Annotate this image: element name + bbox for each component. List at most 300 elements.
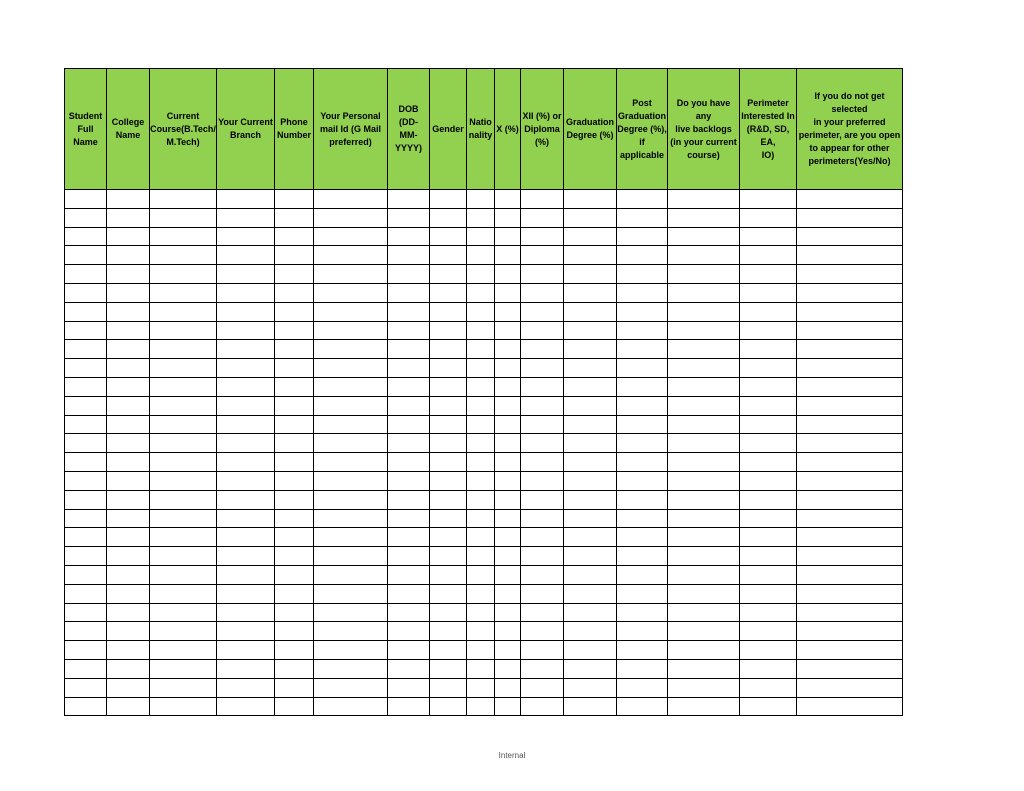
cell-current-course[interactable] [150,190,217,209]
cell-student-full-name[interactable] [65,584,107,603]
cell-open-to-other-perimeters[interactable] [797,547,903,566]
cell-perimeter-interested[interactable] [740,434,797,453]
cell-current-course[interactable] [150,340,217,359]
cell-open-to-other-perimeters[interactable] [797,434,903,453]
cell-student-full-name[interactable] [65,208,107,227]
cell-post-graduation-percent[interactable] [617,659,668,678]
cell-current-branch[interactable] [217,302,275,321]
cell-current-course[interactable] [150,547,217,566]
cell-x-percent[interactable] [495,697,521,716]
cell-current-course[interactable] [150,509,217,528]
cell-student-full-name[interactable] [65,603,107,622]
cell-graduation-percent[interactable] [564,246,617,265]
cell-post-graduation-percent[interactable] [617,227,668,246]
cell-gender[interactable] [430,265,467,284]
cell-live-backlogs[interactable] [668,641,740,660]
cell-phone-number[interactable] [275,377,314,396]
cell-current-course[interactable] [150,697,217,716]
cell-current-course[interactable] [150,453,217,472]
cell-post-graduation-percent[interactable] [617,302,668,321]
cell-x-percent[interactable] [495,321,521,340]
cell-post-graduation-percent[interactable] [617,622,668,641]
cell-current-branch[interactable] [217,547,275,566]
cell-gender[interactable] [430,377,467,396]
cell-x-percent[interactable] [495,227,521,246]
cell-personal-mail-id[interactable] [314,227,388,246]
cell-student-full-name[interactable] [65,265,107,284]
cell-current-course[interactable] [150,415,217,434]
cell-student-full-name[interactable] [65,678,107,697]
cell-graduation-percent[interactable] [564,302,617,321]
cell-personal-mail-id[interactable] [314,396,388,415]
cell-live-backlogs[interactable] [668,659,740,678]
cell-dob[interactable] [388,509,430,528]
cell-gender[interactable] [430,396,467,415]
cell-x-percent[interactable] [495,302,521,321]
cell-post-graduation-percent[interactable] [617,584,668,603]
cell-nationality[interactable] [467,434,495,453]
cell-xii-or-diploma-percent[interactable] [521,565,564,584]
cell-current-branch[interactable] [217,283,275,302]
cell-live-backlogs[interactable] [668,415,740,434]
cell-perimeter-interested[interactable] [740,659,797,678]
cell-graduation-percent[interactable] [564,471,617,490]
cell-post-graduation-percent[interactable] [617,453,668,472]
cell-open-to-other-perimeters[interactable] [797,340,903,359]
cell-x-percent[interactable] [495,434,521,453]
cell-college-name[interactable] [107,528,150,547]
cell-xii-or-diploma-percent[interactable] [521,622,564,641]
cell-college-name[interactable] [107,340,150,359]
cell-gender[interactable] [430,471,467,490]
cell-post-graduation-percent[interactable] [617,471,668,490]
cell-nationality[interactable] [467,584,495,603]
cell-current-branch[interactable] [217,528,275,547]
cell-personal-mail-id[interactable] [314,584,388,603]
cell-phone-number[interactable] [275,697,314,716]
cell-post-graduation-percent[interactable] [617,283,668,302]
cell-personal-mail-id[interactable] [314,509,388,528]
cell-live-backlogs[interactable] [668,565,740,584]
cell-phone-number[interactable] [275,434,314,453]
cell-post-graduation-percent[interactable] [617,509,668,528]
cell-xii-or-diploma-percent[interactable] [521,509,564,528]
cell-xii-or-diploma-percent[interactable] [521,584,564,603]
cell-current-course[interactable] [150,321,217,340]
cell-live-backlogs[interactable] [668,603,740,622]
cell-student-full-name[interactable] [65,641,107,660]
cell-nationality[interactable] [467,490,495,509]
cell-perimeter-interested[interactable] [740,340,797,359]
cell-graduation-percent[interactable] [564,340,617,359]
cell-personal-mail-id[interactable] [314,471,388,490]
cell-student-full-name[interactable] [65,283,107,302]
cell-nationality[interactable] [467,528,495,547]
cell-open-to-other-perimeters[interactable] [797,603,903,622]
cell-post-graduation-percent[interactable] [617,208,668,227]
cell-nationality[interactable] [467,547,495,566]
cell-current-branch[interactable] [217,434,275,453]
cell-xii-or-diploma-percent[interactable] [521,415,564,434]
cell-live-backlogs[interactable] [668,547,740,566]
cell-xii-or-diploma-percent[interactable] [521,641,564,660]
cell-personal-mail-id[interactable] [314,246,388,265]
cell-xii-or-diploma-percent[interactable] [521,434,564,453]
cell-graduation-percent[interactable] [564,434,617,453]
cell-dob[interactable] [388,283,430,302]
cell-gender[interactable] [430,208,467,227]
cell-x-percent[interactable] [495,396,521,415]
cell-post-graduation-percent[interactable] [617,265,668,284]
cell-gender[interactable] [430,584,467,603]
cell-dob[interactable] [388,471,430,490]
cell-dob[interactable] [388,659,430,678]
cell-graduation-percent[interactable] [564,603,617,622]
cell-student-full-name[interactable] [65,396,107,415]
cell-phone-number[interactable] [275,302,314,321]
cell-live-backlogs[interactable] [668,265,740,284]
cell-x-percent[interactable] [495,246,521,265]
cell-nationality[interactable] [467,359,495,378]
cell-perimeter-interested[interactable] [740,415,797,434]
cell-open-to-other-perimeters[interactable] [797,396,903,415]
cell-personal-mail-id[interactable] [314,603,388,622]
cell-post-graduation-percent[interactable] [617,434,668,453]
cell-student-full-name[interactable] [65,659,107,678]
cell-x-percent[interactable] [495,208,521,227]
cell-dob[interactable] [388,584,430,603]
cell-current-branch[interactable] [217,565,275,584]
cell-college-name[interactable] [107,603,150,622]
cell-live-backlogs[interactable] [668,471,740,490]
cell-live-backlogs[interactable] [668,509,740,528]
cell-xii-or-diploma-percent[interactable] [521,321,564,340]
cell-phone-number[interactable] [275,208,314,227]
cell-xii-or-diploma-percent[interactable] [521,471,564,490]
cell-perimeter-interested[interactable] [740,490,797,509]
cell-current-branch[interactable] [217,321,275,340]
cell-x-percent[interactable] [495,471,521,490]
cell-perimeter-interested[interactable] [740,547,797,566]
cell-current-course[interactable] [150,659,217,678]
cell-current-branch[interactable] [217,490,275,509]
cell-perimeter-interested[interactable] [740,565,797,584]
cell-live-backlogs[interactable] [668,453,740,472]
cell-dob[interactable] [388,490,430,509]
cell-perimeter-interested[interactable] [740,528,797,547]
cell-current-course[interactable] [150,265,217,284]
cell-dob[interactable] [388,678,430,697]
cell-gender[interactable] [430,283,467,302]
cell-dob[interactable] [388,528,430,547]
cell-gender[interactable] [430,340,467,359]
cell-current-branch[interactable] [217,622,275,641]
cell-phone-number[interactable] [275,471,314,490]
cell-current-branch[interactable] [217,396,275,415]
cell-open-to-other-perimeters[interactable] [797,528,903,547]
cell-phone-number[interactable] [275,509,314,528]
cell-current-course[interactable] [150,490,217,509]
cell-nationality[interactable] [467,622,495,641]
cell-gender[interactable] [430,565,467,584]
cell-open-to-other-perimeters[interactable] [797,641,903,660]
cell-open-to-other-perimeters[interactable] [797,678,903,697]
cell-xii-or-diploma-percent[interactable] [521,246,564,265]
cell-personal-mail-id[interactable] [314,265,388,284]
cell-phone-number[interactable] [275,659,314,678]
cell-perimeter-interested[interactable] [740,359,797,378]
cell-current-branch[interactable] [217,453,275,472]
cell-graduation-percent[interactable] [564,697,617,716]
cell-current-branch[interactable] [217,584,275,603]
cell-college-name[interactable] [107,396,150,415]
cell-nationality[interactable] [467,396,495,415]
cell-dob[interactable] [388,622,430,641]
cell-personal-mail-id[interactable] [314,415,388,434]
cell-college-name[interactable] [107,678,150,697]
cell-personal-mail-id[interactable] [314,302,388,321]
cell-current-course[interactable] [150,528,217,547]
cell-x-percent[interactable] [495,359,521,378]
cell-current-course[interactable] [150,396,217,415]
cell-x-percent[interactable] [495,622,521,641]
cell-student-full-name[interactable] [65,434,107,453]
cell-gender[interactable] [430,434,467,453]
cell-phone-number[interactable] [275,528,314,547]
cell-gender[interactable] [430,359,467,378]
cell-xii-or-diploma-percent[interactable] [521,302,564,321]
cell-dob[interactable] [388,453,430,472]
cell-current-course[interactable] [150,641,217,660]
cell-graduation-percent[interactable] [564,509,617,528]
cell-live-backlogs[interactable] [668,321,740,340]
cell-perimeter-interested[interactable] [740,453,797,472]
cell-graduation-percent[interactable] [564,622,617,641]
cell-x-percent[interactable] [495,509,521,528]
cell-x-percent[interactable] [495,641,521,660]
cell-gender[interactable] [430,246,467,265]
cell-dob[interactable] [388,697,430,716]
cell-post-graduation-percent[interactable] [617,321,668,340]
cell-gender[interactable] [430,415,467,434]
cell-open-to-other-perimeters[interactable] [797,509,903,528]
cell-graduation-percent[interactable] [564,659,617,678]
cell-open-to-other-perimeters[interactable] [797,190,903,209]
cell-graduation-percent[interactable] [564,377,617,396]
cell-student-full-name[interactable] [65,415,107,434]
cell-open-to-other-perimeters[interactable] [797,659,903,678]
cell-current-branch[interactable] [217,603,275,622]
cell-post-graduation-percent[interactable] [617,190,668,209]
cell-perimeter-interested[interactable] [740,603,797,622]
cell-post-graduation-percent[interactable] [617,547,668,566]
cell-dob[interactable] [388,265,430,284]
cell-phone-number[interactable] [275,190,314,209]
cell-live-backlogs[interactable] [668,490,740,509]
cell-current-course[interactable] [150,434,217,453]
cell-x-percent[interactable] [495,565,521,584]
cell-nationality[interactable] [467,265,495,284]
cell-xii-or-diploma-percent[interactable] [521,283,564,302]
cell-x-percent[interactable] [495,603,521,622]
cell-post-graduation-percent[interactable] [617,528,668,547]
cell-x-percent[interactable] [495,490,521,509]
cell-live-backlogs[interactable] [668,377,740,396]
cell-nationality[interactable] [467,227,495,246]
cell-personal-mail-id[interactable] [314,622,388,641]
cell-nationality[interactable] [467,415,495,434]
cell-nationality[interactable] [467,697,495,716]
cell-post-graduation-percent[interactable] [617,697,668,716]
cell-nationality[interactable] [467,509,495,528]
cell-nationality[interactable] [467,603,495,622]
cell-personal-mail-id[interactable] [314,453,388,472]
cell-student-full-name[interactable] [65,453,107,472]
cell-college-name[interactable] [107,509,150,528]
cell-student-full-name[interactable] [65,565,107,584]
cell-phone-number[interactable] [275,246,314,265]
cell-graduation-percent[interactable] [564,208,617,227]
cell-current-course[interactable] [150,584,217,603]
cell-graduation-percent[interactable] [564,283,617,302]
cell-graduation-percent[interactable] [564,190,617,209]
cell-dob[interactable] [388,603,430,622]
cell-current-course[interactable] [150,359,217,378]
cell-xii-or-diploma-percent[interactable] [521,190,564,209]
cell-xii-or-diploma-percent[interactable] [521,528,564,547]
cell-personal-mail-id[interactable] [314,208,388,227]
cell-xii-or-diploma-percent[interactable] [521,453,564,472]
cell-x-percent[interactable] [495,584,521,603]
cell-nationality[interactable] [467,678,495,697]
cell-gender[interactable] [430,321,467,340]
cell-nationality[interactable] [467,641,495,660]
cell-phone-number[interactable] [275,490,314,509]
cell-graduation-percent[interactable] [564,321,617,340]
cell-post-graduation-percent[interactable] [617,603,668,622]
cell-personal-mail-id[interactable] [314,340,388,359]
cell-dob[interactable] [388,547,430,566]
cell-perimeter-interested[interactable] [740,227,797,246]
cell-current-branch[interactable] [217,471,275,490]
cell-college-name[interactable] [107,565,150,584]
cell-open-to-other-perimeters[interactable] [797,490,903,509]
cell-phone-number[interactable] [275,641,314,660]
cell-current-branch[interactable] [217,265,275,284]
cell-current-course[interactable] [150,208,217,227]
cell-student-full-name[interactable] [65,547,107,566]
cell-x-percent[interactable] [495,659,521,678]
cell-xii-or-diploma-percent[interactable] [521,227,564,246]
cell-current-branch[interactable] [217,509,275,528]
cell-phone-number[interactable] [275,453,314,472]
cell-phone-number[interactable] [275,584,314,603]
cell-graduation-percent[interactable] [564,396,617,415]
cell-college-name[interactable] [107,641,150,660]
cell-post-graduation-percent[interactable] [617,678,668,697]
cell-xii-or-diploma-percent[interactable] [521,697,564,716]
cell-personal-mail-id[interactable] [314,528,388,547]
cell-dob[interactable] [388,565,430,584]
cell-nationality[interactable] [467,340,495,359]
cell-college-name[interactable] [107,283,150,302]
cell-current-course[interactable] [150,565,217,584]
cell-phone-number[interactable] [275,565,314,584]
cell-open-to-other-perimeters[interactable] [797,302,903,321]
cell-student-full-name[interactable] [65,697,107,716]
cell-xii-or-diploma-percent[interactable] [521,678,564,697]
cell-college-name[interactable] [107,227,150,246]
cell-dob[interactable] [388,641,430,660]
cell-college-name[interactable] [107,471,150,490]
cell-post-graduation-percent[interactable] [617,340,668,359]
cell-current-branch[interactable] [217,659,275,678]
cell-live-backlogs[interactable] [668,227,740,246]
cell-graduation-percent[interactable] [564,565,617,584]
cell-perimeter-interested[interactable] [740,641,797,660]
cell-live-backlogs[interactable] [668,246,740,265]
cell-open-to-other-perimeters[interactable] [797,246,903,265]
cell-xii-or-diploma-percent[interactable] [521,603,564,622]
cell-x-percent[interactable] [495,528,521,547]
cell-graduation-percent[interactable] [564,227,617,246]
cell-personal-mail-id[interactable] [314,490,388,509]
cell-personal-mail-id[interactable] [314,678,388,697]
cell-graduation-percent[interactable] [564,678,617,697]
cell-open-to-other-perimeters[interactable] [797,622,903,641]
cell-student-full-name[interactable] [65,190,107,209]
cell-phone-number[interactable] [275,321,314,340]
cell-x-percent[interactable] [495,283,521,302]
cell-nationality[interactable] [467,321,495,340]
cell-x-percent[interactable] [495,190,521,209]
cell-dob[interactable] [388,415,430,434]
cell-college-name[interactable] [107,265,150,284]
cell-perimeter-interested[interactable] [740,190,797,209]
cell-current-branch[interactable] [217,208,275,227]
cell-live-backlogs[interactable] [668,678,740,697]
cell-xii-or-diploma-percent[interactable] [521,377,564,396]
cell-post-graduation-percent[interactable] [617,246,668,265]
cell-perimeter-interested[interactable] [740,509,797,528]
cell-gender[interactable] [430,678,467,697]
cell-open-to-other-perimeters[interactable] [797,584,903,603]
cell-xii-or-diploma-percent[interactable] [521,490,564,509]
cell-student-full-name[interactable] [65,490,107,509]
cell-open-to-other-perimeters[interactable] [797,377,903,396]
cell-personal-mail-id[interactable] [314,434,388,453]
cell-perimeter-interested[interactable] [740,584,797,603]
cell-perimeter-interested[interactable] [740,302,797,321]
cell-x-percent[interactable] [495,415,521,434]
cell-xii-or-diploma-percent[interactable] [521,340,564,359]
cell-open-to-other-perimeters[interactable] [797,697,903,716]
cell-live-backlogs[interactable] [668,434,740,453]
cell-gender[interactable] [430,603,467,622]
cell-nationality[interactable] [467,659,495,678]
cell-live-backlogs[interactable] [668,208,740,227]
cell-nationality[interactable] [467,377,495,396]
cell-college-name[interactable] [107,622,150,641]
cell-student-full-name[interactable] [65,622,107,641]
cell-open-to-other-perimeters[interactable] [797,227,903,246]
cell-open-to-other-perimeters[interactable] [797,208,903,227]
cell-student-full-name[interactable] [65,528,107,547]
cell-nationality[interactable] [467,302,495,321]
cell-dob[interactable] [388,377,430,396]
cell-perimeter-interested[interactable] [740,265,797,284]
cell-post-graduation-percent[interactable] [617,415,668,434]
